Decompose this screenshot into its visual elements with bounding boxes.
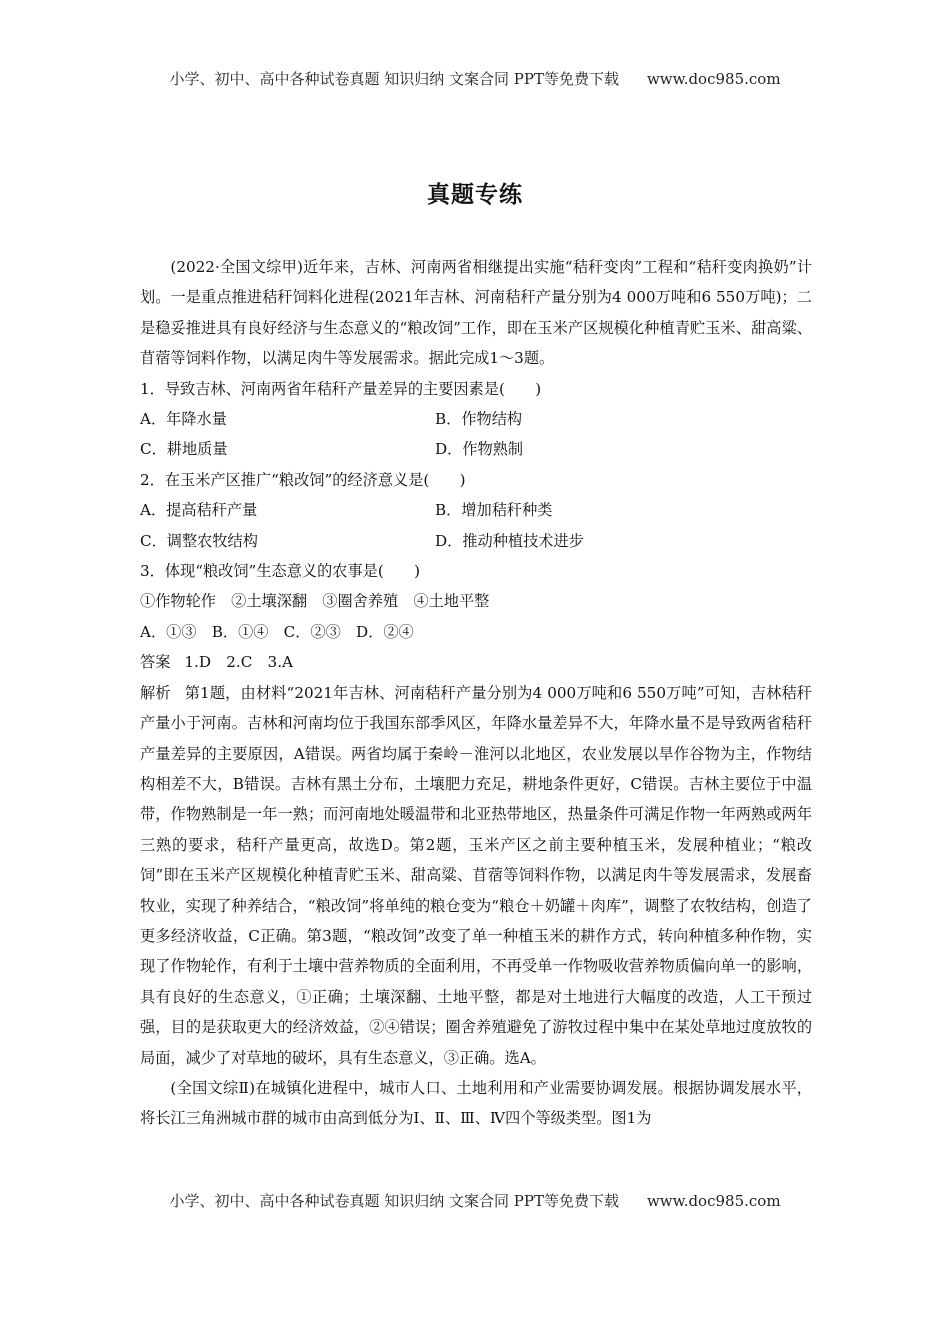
question-2-option-d: D．推动种植技术进步	[435, 531, 584, 550]
header-text: 小学、初中、高中各种试卷真题 知识归纳 文案合同 PPT等免费下载	[169, 70, 619, 88]
passage-1: (2022·全国文综甲)近年来，吉林、河南两省相继提出实施“秸秆变肉”工程和“秸秆变肉换奶”计划。一是重点推进秸秆饲料化进程(2021年吉林、河南秸秆产量分别为4 000万吨和6 550万吨)；二是稳妥推进具有良好经济与生态意义的“粮改饲”工作，即在玉米产区规模化种植青贮玉米、甜高粱、苜蓿等饲料作物，以满足肉牛等发展需求。据此完成1～3题。	[140, 258, 812, 368]
analysis-text: 第1题，由材料“2021年吉林、河南秸秆产量分别为4 000万吨和6 550万吨”可知，吉林秸秆产量小于河南。吉林和河南均位于我国东部季风区，年降水量差异不大，年降水量不是导致两省秸秆产量差异的主要原因，A错误。两省均属于秦岭－淮河以北地区，农业发展以旱作谷物为主，作物结构相差不大，B错误。吉林有黑土分布，土壤肥力充足，耕地条件更好，C错误。吉林主要位于中温带，作物熟制是一年一熟；而河南地处暖温带和北亚热带地区，热量条件可满足作物一年两熟或两年三熟的要求，秸秆产量更高，故选D。第2题，玉米产区之前主要种植玉米，发展种植业；“粮改饲”即在玉米产区规模化种植青贮玉米、甜高粱、苜蓿等饲料作物，以满足肉牛等发展需求，发展畜牧业，实现了种养结合，“粮改饲”将单纯的粮仓变为“粮仓＋奶罐＋肉库”，调整了农牧结构，创造了更多经济收益，C正确。第3题，“粮改饲”改变了单一种植玉米的耕作方式，转向种植多种作物，实现了作物轮作，有利于土壤中营养物质的全面利用，不再受单一作物吸收营养物质偏向单一的影响，具有良好的生态意义，①正确；土壤深翻、土地平整，都是对土地进行大幅度的改造，人工干预过强，目的是获取更大的经济效益，②④错误；圈舍养殖避免了游牧过程中集中在某处草地过度放牧的局面，减少了对草地的破坏，具有生态意义，③正确。选A。	[140, 683, 812, 1067]
question-2-option-a: A．提高秸秆产量	[140, 501, 258, 520]
answer-line	[140, 647, 812, 677]
question-3-choices: A．①③ B．①④ C．②③ D．②④	[140, 622, 414, 641]
passage-2: (全国文综Ⅱ)在城镇化进程中，城市人口、土地利用和产业需要协调发展。根据协调发展水平，将长江三角洲城市群的城市由高到低分为Ⅰ、Ⅱ、Ⅲ、Ⅳ四个等级类型。图1为	[140, 1078, 812, 1128]
question-1-option-d: D．作物熟制	[435, 440, 524, 459]
page-title: 真题专练	[427, 182, 523, 208]
footer-text: 小学、初中、高中各种试卷真题 知识归纳 文案合同 PPT等免费下载	[169, 1192, 619, 1210]
question-1-option-a: A．年降水量	[140, 410, 227, 429]
question-1-options-row-2	[140, 434, 812, 464]
question-2-stem: 2．在玉米产区推广“粮改饲”的经济意义是( )	[140, 470, 466, 489]
question-1-option-b: B．作物结构	[435, 410, 523, 429]
question-1-stem: 1．导致吉林、河南两省年秸秆产量差异的主要因素是( )	[140, 379, 542, 398]
question-1-options-row-1	[140, 404, 812, 434]
answer-text: 1.D 2.C 3.A	[184, 653, 293, 672]
question-1-option-c: C．耕地质量	[140, 440, 228, 459]
page-header	[0, 68, 950, 89]
page-footer	[0, 1190, 950, 1211]
question-2-option-b: B．增加秸秆种类	[435, 501, 553, 520]
answer-label: 答案	[140, 653, 171, 672]
question-2-options-row-2	[140, 526, 812, 556]
question-3-items: ①作物轮作 ②土壤深翻 ③圈舍养殖 ④土地平整	[140, 592, 490, 611]
question-2-options-row-1	[140, 495, 812, 525]
question-3-stem: 3．体现“粮改饲”生态意义的农事是( )	[140, 562, 421, 581]
analysis-label: 解析	[140, 683, 171, 702]
question-2-option-c: C．调整农牧结构	[140, 531, 258, 550]
analysis-paragraph	[140, 678, 812, 1073]
header-site[interactable]: www.doc985.com	[646, 70, 781, 88]
document-body	[140, 252, 812, 1134]
footer-site[interactable]: www.doc985.com	[646, 1192, 781, 1210]
